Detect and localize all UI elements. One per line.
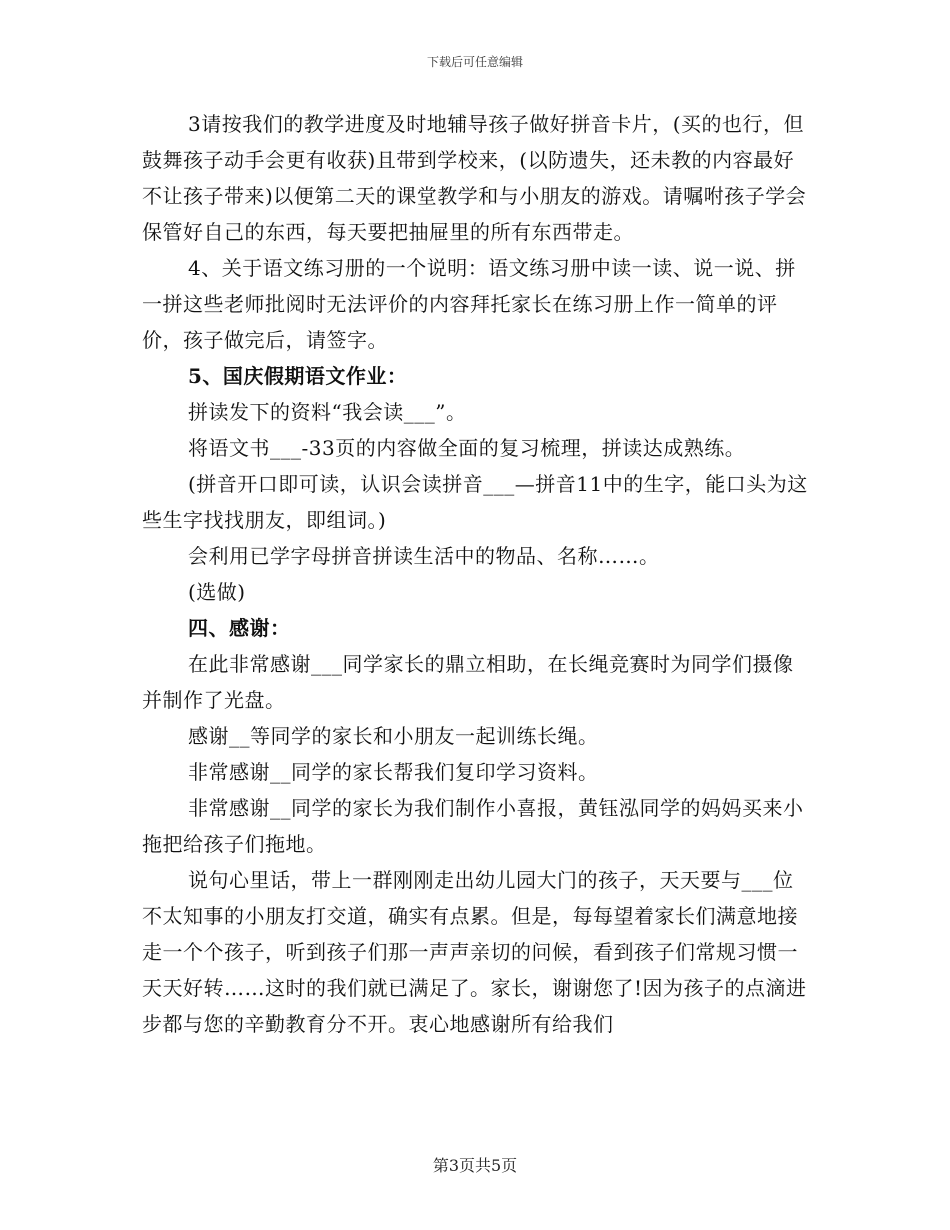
paragraph-homework-cards: 3请按我们的教学进度及时地辅导孩子做好拼音卡片，(买的也行，但鼓舞孩子动手会更有收获)且带到学校来，(以防遗失，还未教的内容最好不让孩子带来)以便第二天的课堂教学和与小朋友的游戏。请嘱咐孩子学会保管好自己的东西，每天要把抽屉里的所有东西带走。: [142, 112, 807, 244]
thanks-paragraph-3: 非常感谢__同学的家长帮我们复印学习资料。: [188, 760, 599, 784]
homework-optional-note: (选做): [188, 580, 246, 604]
homework-item-4: 会利用已学字母拼音拼读生活中的物品、名称……。: [188, 544, 660, 568]
heading-holiday-homework: 5、国庆假期语文作业：: [188, 364, 408, 388]
page-header: 下载后可任意编辑: [426, 55, 523, 69]
homework-item-1: 拼读发下的资料“我会读___”。: [188, 400, 467, 424]
thanks-paragraph-2: 感谢__等同学的家长和小朋友一起训练长绳。: [188, 724, 599, 748]
paragraph-exercise-book: 4、关于语文练习册的一个说明：语文练习册中读一读、说一说、拼一拼这些老师批阅时无法评价的内容拜托家长在练习册上作一简单的评价，孩子做完后，请签字。: [142, 256, 796, 352]
thanks-paragraph-1: 在此非常感谢___同学家长的鼎立相助，在长绳竞赛时为同学们摄像并制作了光盘。: [142, 652, 794, 712]
homework-item-2: 将语文书___-33页的内容做全面的复习梳理，拼读达成熟练。: [188, 436, 746, 460]
heading-thanks: 四、感谢：: [188, 616, 291, 640]
closing-paragraph: 说句心里话，带上一群刚刚走出幼儿园大门的孩子，天天要与___位不太知事的小朋友打交道，确实有点累。但是，每每望着家长们满意地接走一个个孩子，听到孩子们那一声声亲切的问候，看到孩子们常规习惯一天天好转……这时的我们就已满足了。家长，谢谢您了!因为孩子的点滴进步都与您的辛勤教育分不开。衷心地感谢所有给我们: [142, 868, 807, 1036]
thanks-paragraph-4: 非常感谢__同学的家长为我们制作小喜报，黄钰泓同学的妈妈买来小拖把给孩子们拖地。: [142, 796, 804, 856]
page-number-footer: 第3页共5页: [432, 1156, 518, 1175]
homework-item-3: (拼音开口即可读，认识会读拼音___—拼音11中的生字，能口头为这些生字找找朋友，即组词。): [142, 472, 808, 532]
document-body: [142, 106, 812, 1042]
